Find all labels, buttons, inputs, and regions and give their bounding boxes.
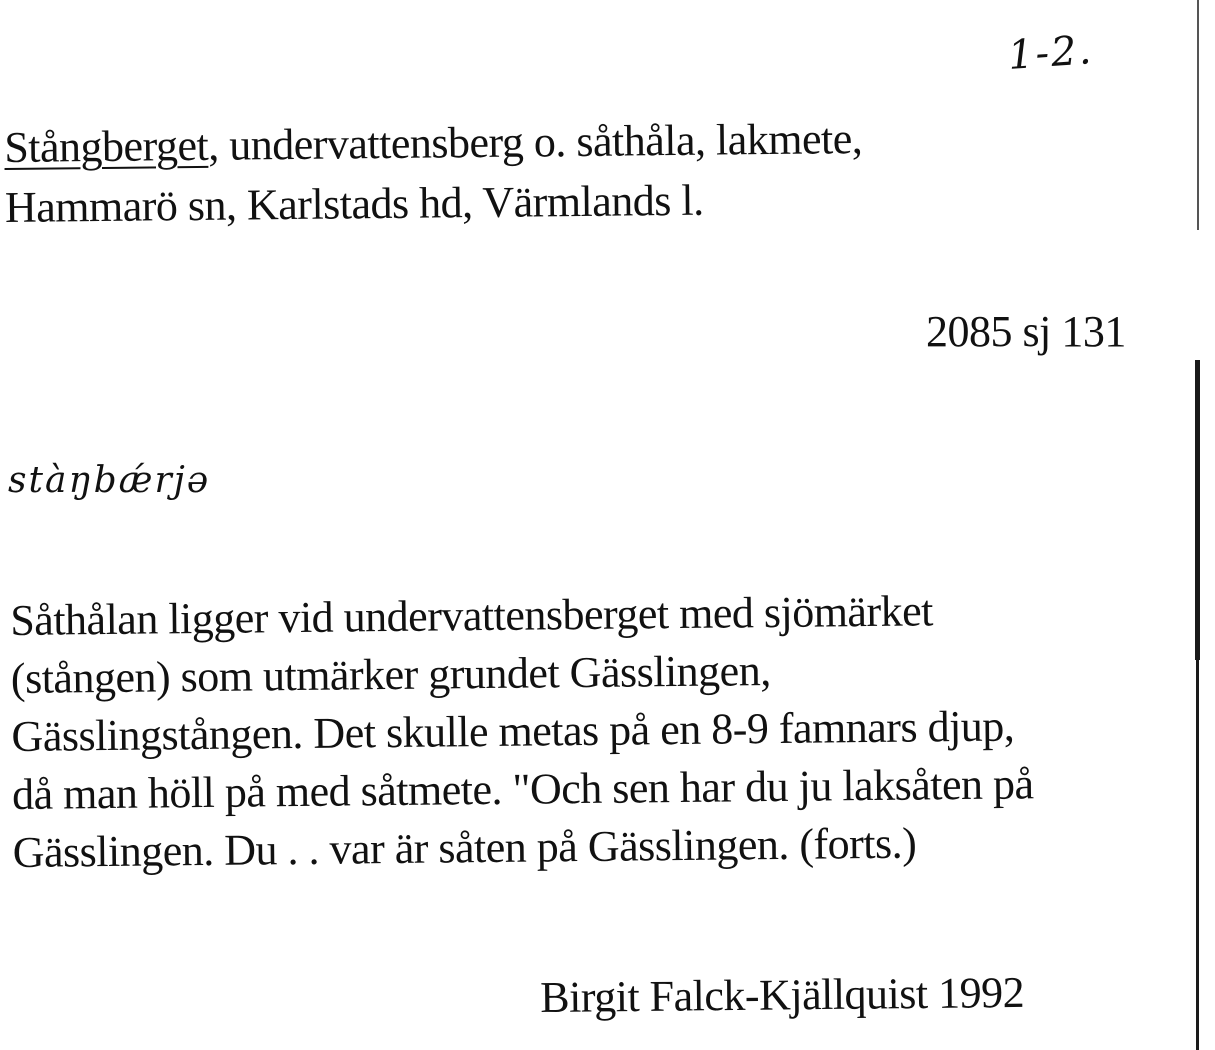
body-line: då man höll på med såtmete. "Och sen har du ju laksåten på (11, 759, 1034, 819)
reference-code: 2085 sj 131 (926, 307, 1126, 356)
body-line: (stången) som utmärker grundet Gässlingen, (10, 646, 771, 703)
body-line: Gässlingstången. Det skulle metas på en 8-9 famnars djup, (11, 701, 1015, 761)
body-line: Såthålan ligger vid undervattensberget med sjömärket (10, 586, 934, 645)
card-edge-line-middle (1195, 360, 1200, 660)
headword-description: , undervattensberg o. såthåla, lakmete, (207, 114, 863, 170)
page-number: 1-2. (1006, 27, 1095, 79)
entry-header (4, 109, 863, 238)
card-edge-line-top (1197, 0, 1199, 230)
entry-location: Hammarö sn, Karlstads hd, Värmlands l. (4, 175, 704, 232)
phonetic-transcription: stàŋbǽrjə (8, 460, 211, 501)
signature: Birgit Falck-Kjällquist 1992 (540, 967, 1025, 1022)
entry-body (10, 580, 1193, 882)
card-edge-line-bottom (1196, 660, 1199, 1050)
entry-header-line-1 (4, 109, 863, 178)
headword: Stångberget (4, 120, 209, 172)
body-line: Gässlingen. Du . . var är såten på Gässlingen. (forts.) (12, 818, 917, 877)
